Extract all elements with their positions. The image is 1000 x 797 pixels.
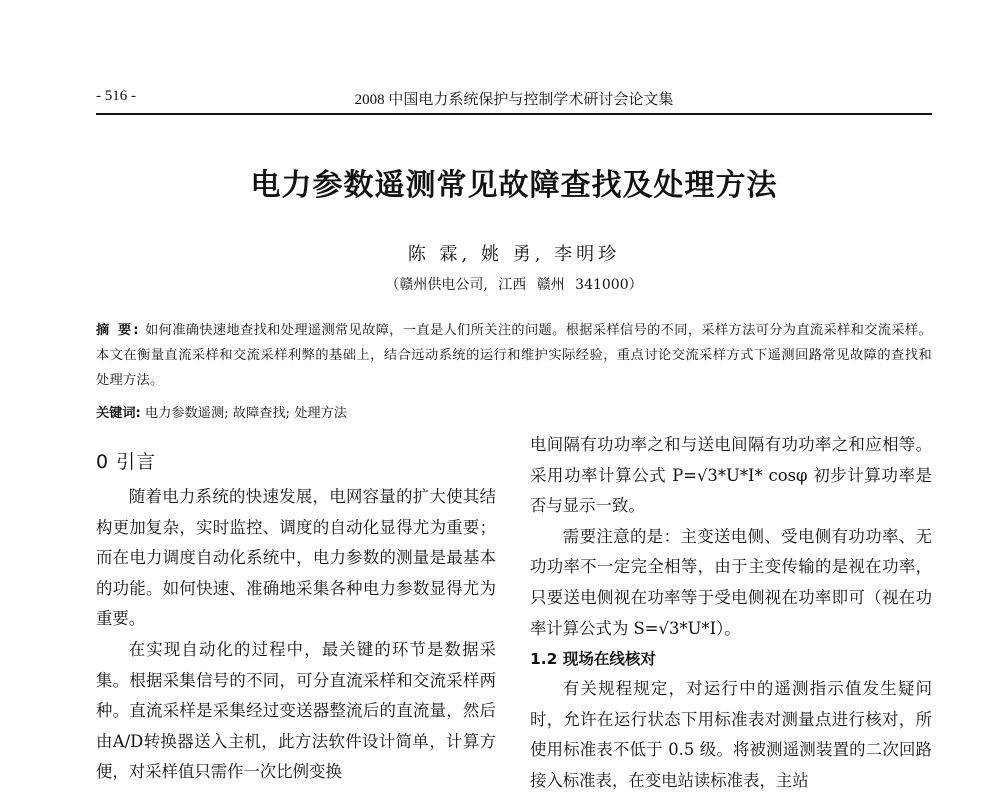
- left-column: [96, 446, 496, 788]
- paper-authors: 陈 霖, 姚 勇, 李明珍: [407, 244, 621, 265]
- running-header: [96, 88, 932, 110]
- right-paragraph-1: 电间隔有功功率之和与送电间隔有功功率之和应相等。采用功率计算公式 P=√3*U*I* cosφ 初步计算功率是否与显示一致。: [530, 435, 932, 516]
- paper-title: 电力参数遥测常见故障查找及处理方法: [250, 168, 778, 203]
- keywords: [96, 403, 932, 425]
- section-heading-introduction: 0 引言: [96, 451, 157, 473]
- page-number: - 516 -: [96, 88, 136, 104]
- right-paragraph-2: 需要注意的是：主变送电侧、受电侧有功功率、无功功率不一定完全相等，由于主变传输的是视在功率，只要送电侧视在功率等于受电侧视在功率即可（视在功率计算公式为 S=√3*U*I）。: [530, 526, 932, 638]
- keywords-label: 关键词:: [96, 406, 141, 421]
- right-paragraph-3: 有关规程规定，对运行中的遥测指示值发生疑问时，允许在运行状态下用标准表对测量点进行核对，所使用标准表不低于 0.5 级。将被测遥测装置的二次回路接入标准表，在变电站读标准表，主站: [530, 679, 932, 790]
- left-paragraph-1: 随着电力系统的快速发展，电网容量的扩大使其结构更加复杂，实时监控、调度的自动化显得尤为重要；而在电力调度自动化系统中，电力参数的测量是最基本的功能。如何快速、准确地采集各种电力参数显得尤为重要。: [96, 487, 496, 629]
- author-affiliation: （赣州供电公司, 江西 赣州 341000）: [385, 277, 643, 293]
- right-column: [530, 430, 932, 797]
- abstract: [96, 318, 932, 393]
- keywords-text: 电力参数遥测; 故障查找; 处理方法: [145, 406, 347, 421]
- abstract-label: 摘 要:: [96, 323, 141, 338]
- left-paragraph-2: 在实现自动化的过程中，最关键的环节是数据采集。根据采集信号的不同，可分直流采样和交流采样两种。直流采样是采集经过变送器整流后的直流量，然后由A/D转换器送入主机，此方法软件设计简单，计算方便，对采样值只需作一次比例变换: [96, 639, 496, 782]
- subsection-heading-1-2: 1.2 现场在线核对: [530, 650, 656, 669]
- header-rule: [96, 113, 932, 115]
- journal-title: 2008 中国电力系统保护与控制学术研讨会论文集: [354, 92, 674, 108]
- abstract-text: 如何准确快速地查找和处理遥测常见故障，一直是人们所关注的问题。根据采样信号的不同，采样方法可分为直流采样和交流采样。本文在衡量直流采样和交流采样利弊的基础上，结合远动系统的运行和维护实际经验，重点讨论交流采样方式下遥测回路常见故障的查找和处理方法。: [96, 323, 932, 388]
